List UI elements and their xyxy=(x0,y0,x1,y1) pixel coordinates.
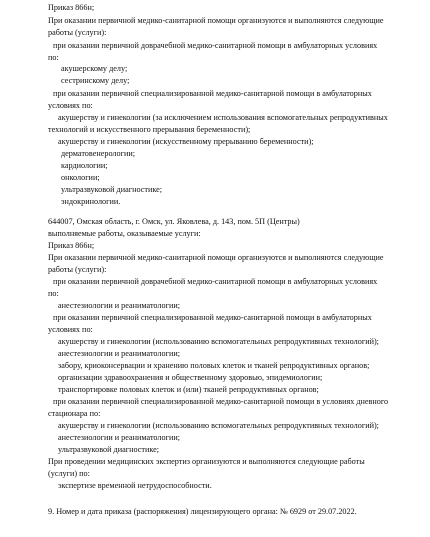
order-ref: Приказ 866н; xyxy=(48,241,95,250)
text-line: При оказании первичной медико-санитарной помощи организуются и выполняются следующие xyxy=(48,253,384,262)
list-item: транспортировке половых клеток и (или) тканей репродуктивных органов; xyxy=(58,385,319,394)
text-line: условиях по: xyxy=(48,101,93,110)
text-line: условиях по: xyxy=(48,325,93,334)
address-line: 644007, Омская область, г. Омск, ул. Яковлева, д. 143, пом. 5П (Центры) xyxy=(48,217,300,226)
list-item: акушерству и гинекологии (использованию вспомогательных репродуктивных технологий); xyxy=(58,337,379,346)
list-item: ультразвуковой диагностике; xyxy=(58,445,160,454)
text-line: При проведении медицинских экспертиз организуются и выполняются следующие работы xyxy=(48,457,365,466)
list-item: акушерскому делу; xyxy=(61,64,128,73)
list-item: акушерству и гинекологии (использованию вспомогательных репродуктивных технологий); xyxy=(58,421,379,430)
text-line: по: xyxy=(48,53,59,62)
list-item: сестринскому делу; xyxy=(61,76,130,85)
list-item: ультразвуковой диагностике; xyxy=(61,185,163,194)
text-line: по: xyxy=(48,289,59,298)
list-item: кардиологии; xyxy=(61,161,108,170)
list-item: анестезиологии и реаниматологии; xyxy=(58,349,180,358)
list-item: онкологии; xyxy=(61,173,100,182)
order-ref: Приказ 866н; xyxy=(48,3,95,12)
text-line: стационара по: xyxy=(48,409,101,418)
license-order-line: 9. Номер и дата приказа (распоряжения) лицензирующего органа: № 6929 от 29.07.2022. xyxy=(48,507,357,516)
list-item: экспертизе временной нетрудоспособности. xyxy=(58,481,212,490)
list-item: забору, криоконсервации и хранению половых клеток и тканей репродуктивных органов; xyxy=(58,361,370,370)
text-line: при оказании первичной доврачебной медико-санитарной помощи в амбулаторных условиях xyxy=(53,41,378,50)
list-item: анестезиологии и реаниматологии; xyxy=(58,433,180,442)
list-item: организации здравоохранения и общественному здоровью, эпидемиологии; xyxy=(58,373,323,382)
list-item: эндокринологии. xyxy=(61,197,121,206)
text-line: работы (услуги): xyxy=(48,265,107,274)
list-item: акушерству и гинекологии (искусственному прерыванию беременности); xyxy=(58,137,314,146)
text-line: при оказании первичной специализированной медико-санитарной помощи в амбулаторных xyxy=(53,89,372,98)
text-line: выполняемые работы, оказываемые услуги: xyxy=(48,229,201,238)
text-line: (услуги) по: xyxy=(48,469,90,478)
text-line: технологий и искусственного прерывания беременности); xyxy=(48,125,251,134)
list-item: дерматовенерологии; xyxy=(61,149,136,158)
text-line: при оказании первичной специализированной медико-санитарной помощи в условиях дневного xyxy=(53,397,389,406)
text-line: При оказании первичной медико-санитарной помощи организуются и выполняются следующие xyxy=(48,16,384,25)
list-item: акушерству и гинекологии (за исключением использования вспомогательных репродуктивных xyxy=(58,113,388,122)
text-line: работы (услуги): xyxy=(48,28,107,37)
text-line: при оказании первичной доврачебной медико-санитарной помощи в амбулаторных условиях xyxy=(53,277,378,286)
list-item: анестезиологии и реаниматологии; xyxy=(58,301,180,310)
text-line: при оказании первичной специализированной медико-санитарной помощи в амбулаторных xyxy=(53,313,372,322)
